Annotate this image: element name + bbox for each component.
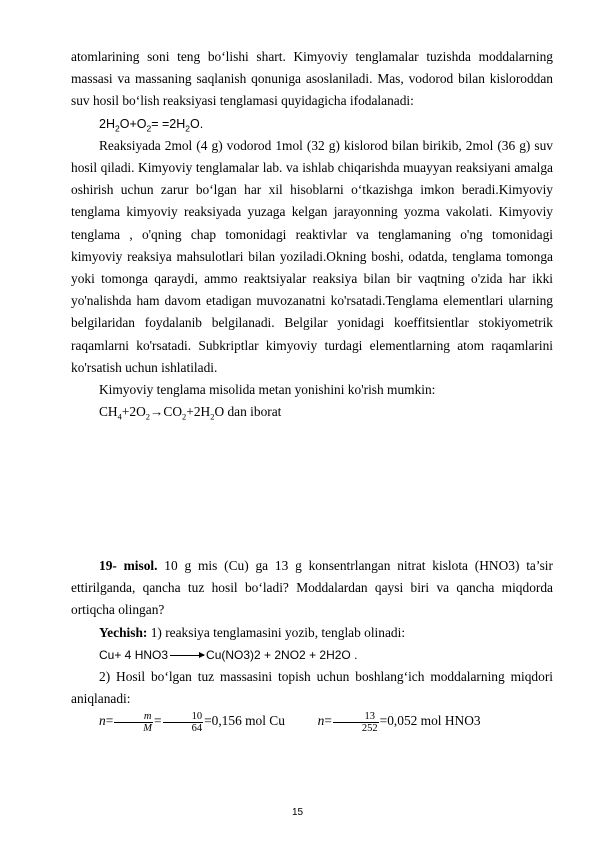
calc-eq: = [324,713,332,729]
page-number: 15 [291,807,304,818]
fraction-m-over-M [114,711,153,734]
frac-num: m [114,711,153,723]
eq-part: 2H [99,116,115,131]
eq-part: CH [99,404,118,420]
solution-step-2: 2) Hosil bo‘lgan tuz massasini topish uchun boshlang‘ich moddalarning miqdori aniqlanadi: [71,669,553,707]
problem-label: 19- misol. [99,558,158,573]
copper-equation [71,644,553,666]
calc-line [71,710,553,733]
frac-num: 13 [333,711,379,723]
eq-left: Cu+ 4 HNO3 [99,647,169,662]
frac-den: M [143,722,153,734]
eq-sub: 2 [145,411,151,422]
methane-equation [71,401,553,423]
solution-step-1 [71,622,553,644]
example-intro: Kimyoviy tenglama misolida metan yonishini ko'rish mumkin: [99,382,436,398]
calc-eq: = [105,713,114,729]
calc-var: n [317,713,325,729]
calc-result: =0,156 mol Cu [204,713,285,729]
eq-part: = =2H [151,116,186,131]
eq-part: O. [190,116,204,131]
reaction-paragraph: Reaksiyada 2mol (4 g) vodorod 1mol (32 g) kislorod bilan birikib, 2mol (36 g) suv hosil qiladi. Kimyoviy tenglamalar lab. va ishlab chiqarishda muayyan reaksiyani amalga oshirish uchun zarur bo‘lgan har xil hisoblarni o‘tkazishga imkon beradi.Kimyoviy tenglama kimyoviy reaksiyada yuzaga kelgan jarayonning yozma vakolati. Kimyoviy tenglama , o'qning chap tomonidagi reaktivlar va tenglamaning o'ng tomonidagi kimyoviy reaksiya mahsulotlari bilan yoziladi.Okning boshi, odatda, tenglama tomonga yoki tomonga qaraydi, ammo reaktsiyalar reaksiya bilan bir vaqtning o'zida har ikki yo'nalishda ham davom etadigan muvozanatni ko'rsatadi.Tenglama elementlari ularning belgilaridan foydalanib belgilanadi. Belgilar yonidagi koeffitsientlar stokiyometrik raqamlarni ko'rsatadi. Subkriptlar kimyoviy turdagi elementlarning atom raqamlarini ko'rsatish uchun ishlatiladi. [71,137,553,375]
solution-step1-text: 1) reaksiya tenglamasini yozib, tenglab olinadi: [147,624,406,640]
solution-label: Yechish: [99,624,148,640]
frac-den: 64 [191,722,203,734]
eq-sub: 2 [185,123,190,134]
eq-part: O+O [119,116,147,131]
water-equation [71,113,553,135]
problem-text: 10 g mis (Cu) ga 13 g konsentrlangan nitrat kislota (HNO3) ta’sir ettirilganda, qancha tuz hosil bo‘ladi? Moddalardan qaysi biri va qancha miqdorda ortiqcha olingan? [71,558,553,618]
eq-right: Cu(NO3)2 + 2NO2 + 2H2O . [206,647,358,662]
eq-part: O dan iborat [214,404,282,420]
eq-part: CO [163,404,183,420]
calc-eq: = [154,713,162,729]
calc-var: n [99,713,106,729]
fraction-10-over-64 [163,711,204,734]
reaction-arrow: → [150,404,164,420]
eq-sub: 2 [210,411,215,422]
eq-part: +2O [121,404,146,420]
eq-sub: 2 [114,123,120,134]
eq-sub: 4 [117,411,122,422]
frac-den: 252 [361,722,378,734]
eq-sub: 2 [146,123,152,134]
frac-num: 10 [163,711,204,723]
body-text-block-1 [71,46,553,423]
problem-paragraph [71,555,553,622]
eq-part: +2H [186,404,211,420]
intro-paragraph: atomlarining soni teng bo‘lishi shart. Kimyoviy tenglamalar tuzishda moddalarning massasi va massaning saqlanish qonuniga asoslaniladi. Mas, vodorod bilan kisloroddan suv hosil bo‘lish reaksiyasi tenglamasi quyidagicha ifodalanadi: [71,49,553,109]
calc-result: =0,052 mol HNO3 [379,713,481,729]
fraction-13-over-252 [333,711,379,734]
reaction-arrow-icon [170,655,204,656]
eq-sub: 2 [182,411,187,422]
body-text-block-2 [71,555,553,734]
